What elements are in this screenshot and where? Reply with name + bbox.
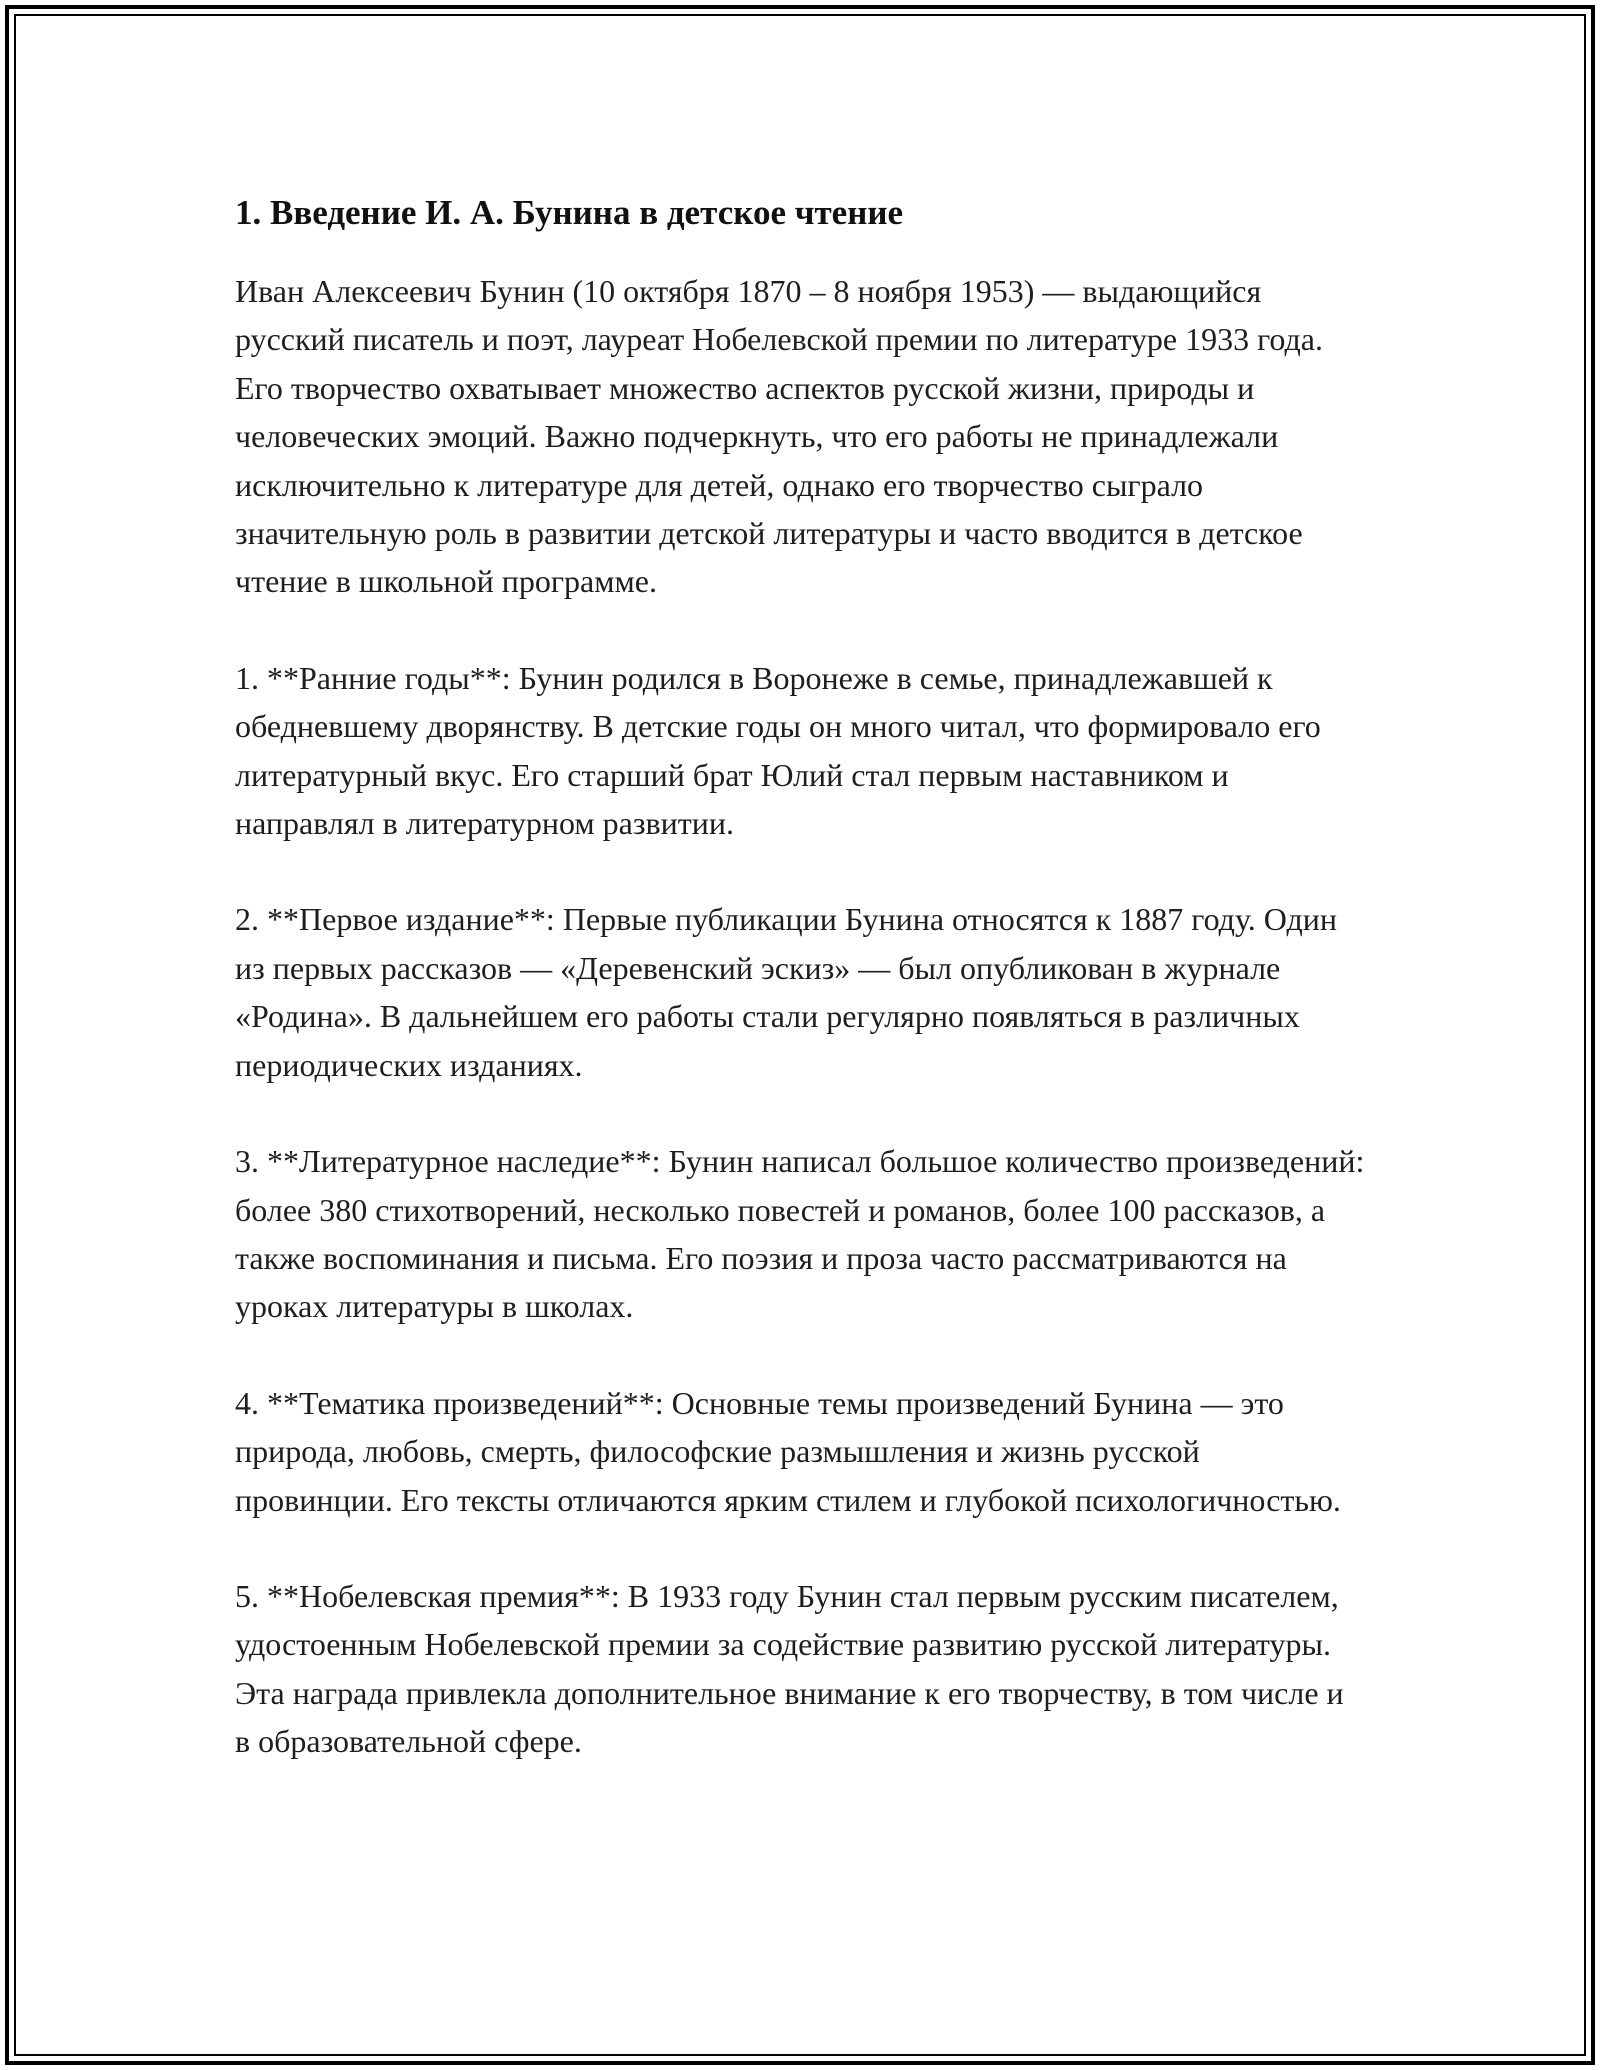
list-item-nobel-prize: 5. **Нобелевская премия**: В 1933 году Бунин стал первым русским писателем, удостоенным Нобелевской премии за содействие развитию русской литературы. Эта награда привлекла дополнительное внимание к его творчеству, в том числе и в образовательной сфере. [235,1577,1344,1760]
list-item-themes: 4. **Тематика произведений**: Основные темы произведений Бунина — это природа, любовь, смерть, философские размышления и жизнь русской провинции. Его тексты отличаются ярким стилем и глубокой психологичностью. [235,1384,1341,1518]
document-title: 1. Введение И. А. Бунина в детское чтение [235,193,904,232]
list-item-literary-legacy: 3. **Литературное наследие**: Бунин написал большое количество произведений: более 380 стихотворений, несколько повестей и романов, более 100 рассказов, а также воспоминания и письма. Его поэзия и проза часто рассматриваются на уроках литературы в школах. [235,1143,1365,1325]
list-item-early-years: 1. **Ранние годы**: Бунин родился в Воронеже в семье, принадлежавшей к обедневшему дворянству. В детские годы он много читал, что формировало его литературный вкус. Его старший брат Юлий стал первым наставником и направлял в литературном развитии. [235,659,1321,842]
intro-paragraph: Иван Алексеевич Бунин (10 октября 1870 – 8 ноября 1953) — выдающийся русский писатель и поэт, лауреат Нобелевской премии по литературе 1933 года. Его творчество охватывает множество аспектов русской жизни, природы и человеческих эмоций. Важно подчеркнуть, что его работы не принадлежали исключительно к литературе для детей, однако его творчество сыграло значительную роль в развитии детской литературы и часто вводится в детское чтение в школьной программе. [235,273,1323,600]
document-body [235,185,1365,1814]
list-item-first-publication: 2. **Первое издание**: Первые публикации Бунина относятся к 1887 году. Один из первых рассказов — «Деревенский эскиз» — был опубликован в журнале «Родина». В дальнейшем его работы стали регулярно появляться в различных периодических изданиях. [235,901,1337,1083]
